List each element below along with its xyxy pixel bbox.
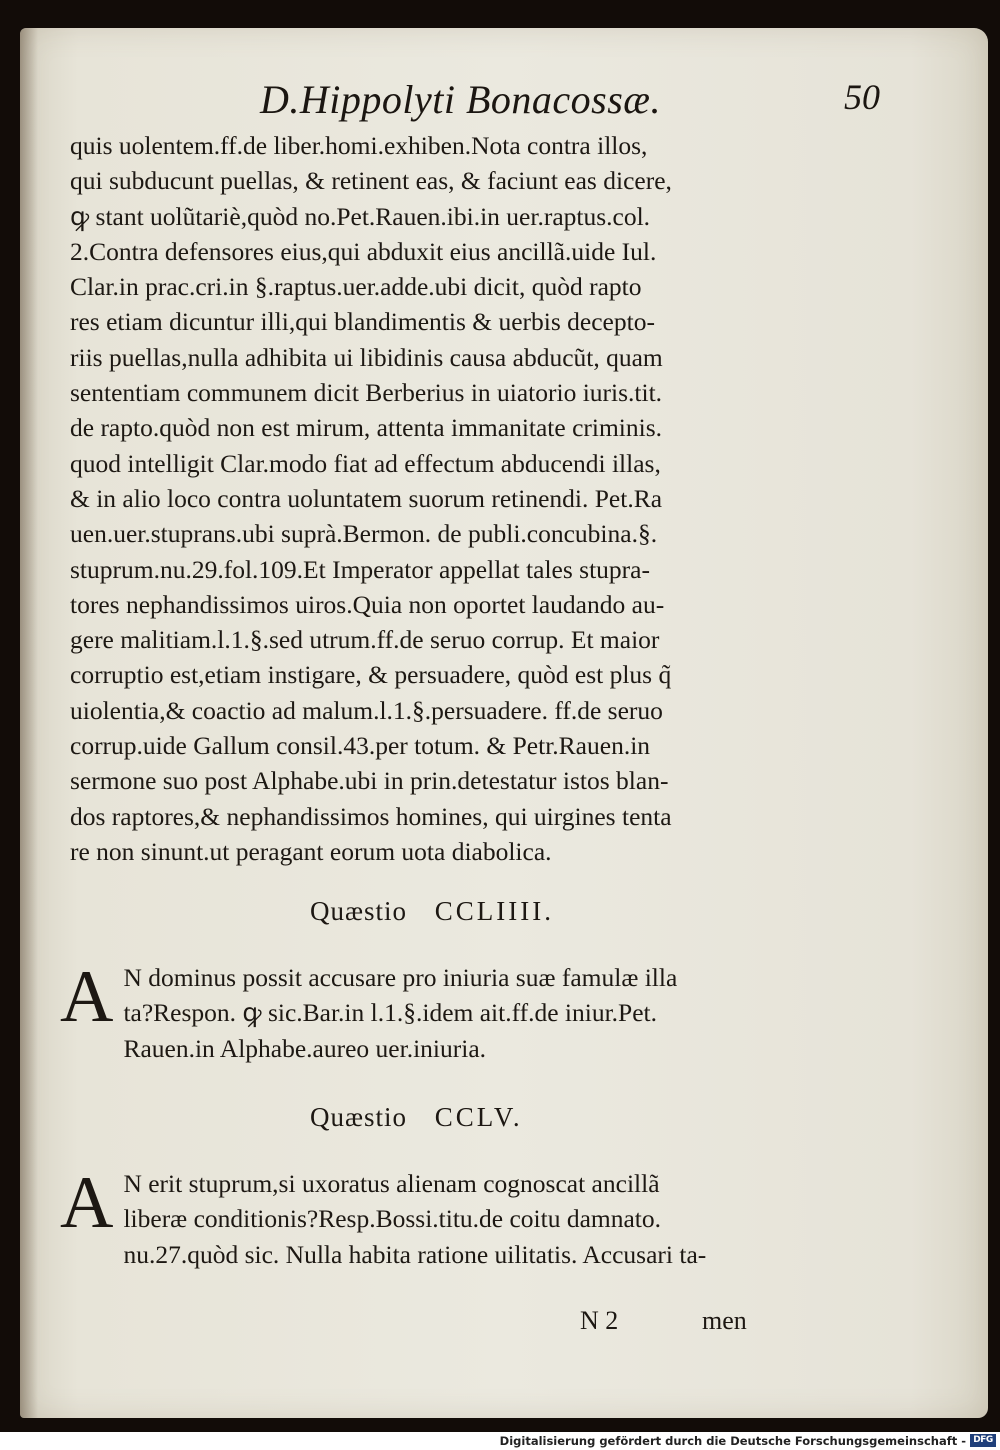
text-line: sententiam communem dicit Berberius in uiatorio iuris.tit. [70,378,663,408]
text-line: corruptio est,etiam instigare, & persuadere, quòd est plus q̃ [70,660,672,690]
body-text [70,128,830,869]
text-line: uen.uer.stuprans.ubi suprà.Bermon. de publi.concubina.§. [70,519,658,549]
text-line: Clar.in prac.cri.in §.raptus.uer.adde.ubi dicit, quòd rapto [70,272,642,302]
signature-mark: N 2 [580,1306,619,1335]
question-word: Quæstio [310,896,408,926]
text-line: qui subducunt puellas, & retinent eas, & faciunt eas dicere, [70,166,672,196]
text-line: gere malitiam.l.1.§.sed utrum.ff.de seruo corrup. Et maior [70,625,660,655]
text-line: tores nephandissimos uiros.Quia non oportet laudando au- [70,589,665,619]
question-heading-255 [310,1102,523,1133]
text-line: dos raptores,& nephandissimos homines, qui uirgines tenta [70,801,672,831]
text-line: 2.Contra defensores eius,qui abduxit eius ancillã.uide Iul. [70,236,657,266]
running-head: D.Hippolyti Bonacossæ. [260,77,661,122]
question-heading-254 [310,896,554,927]
text-line: N dominus possit accusare pro iniuria suæ famulæ illa [123,963,678,992]
text-line: N erit stuprum,si uxoratus alienam cognoscat ancillã [123,1169,660,1198]
question-number: CCLIIII. [434,896,555,926]
text-line: liberæ conditionis?Resp.Bossi.titu.de coitu damnato. [123,1204,662,1234]
text-line: re non sinunt.ut peragant eorum uota diabolica. [70,836,552,866]
question-254-paragraph [60,956,840,1066]
page-header [260,76,880,136]
text-line: quis uolentem.ff.de liber.homi.exhiben.Nota contra illos, [70,131,648,160]
folio-number: 50 [844,77,880,117]
drop-cap: A [60,956,114,1038]
dfg-logo: DFG [970,1434,996,1447]
text-line: ta?Respon. ꝙ sic.Bar.in l.1.§.idem ait.ff.de iniur.Pet. [123,998,658,1028]
text-line: de rapto.quòd non est mirum, attenta immanitate criminis. [70,413,663,443]
text-line: uiolentia,& coactio ad malum.l.1.§.persuadere. ff.de seruo [70,695,663,725]
text-line: sermone suo post Alphabe.ubi in prin.detestatur istos blan- [70,766,669,796]
page-gutter-shadow [20,28,38,1418]
text-line: res etiam dicuntur illi,qui blandimentis & uerbis decepto- [70,307,655,337]
text-line: & in alio loco contra uoluntatem suorum retinendi. Pet.Ra [70,483,663,513]
funding-notice: Digitalisierung gefördert durch die Deutsche Forschungsgemeinschaft - [499,1434,966,1448]
text-line: nu.27.quòd sic. Nulla habita ratione uilitatis. Accusari ta- [123,1239,707,1269]
question-255-paragraph [60,1162,840,1272]
text-line: riis puellas,nulla adhibita ui libidinis causa abducũt, quam [70,342,663,372]
text-line: quod intelligit Clar.modo fiat ad effectum abducendi illas, [70,448,661,478]
text-line: ꝙ stant uolũtariè,quòd no.Pet.Rauen.ibi.in uer.raptus.col. [70,201,651,231]
book-page [20,28,988,1418]
text-line: stuprum.nu.29.fol.109.Et Imperator appellat tales stupra- [70,554,650,584]
drop-cap: A [60,1162,114,1244]
text-line: corrup.uide Gallum consil.43.per totum. & Petr.Rauen.in [70,731,651,761]
question-number: CCLV. [434,1102,523,1132]
question-word: Quæstio [310,1102,408,1132]
digitization-footer [0,1432,1000,1450]
catchword: men [702,1306,747,1335]
text-line: Rauen.in Alphabe.aureo uer.iniuria. [123,1033,487,1063]
